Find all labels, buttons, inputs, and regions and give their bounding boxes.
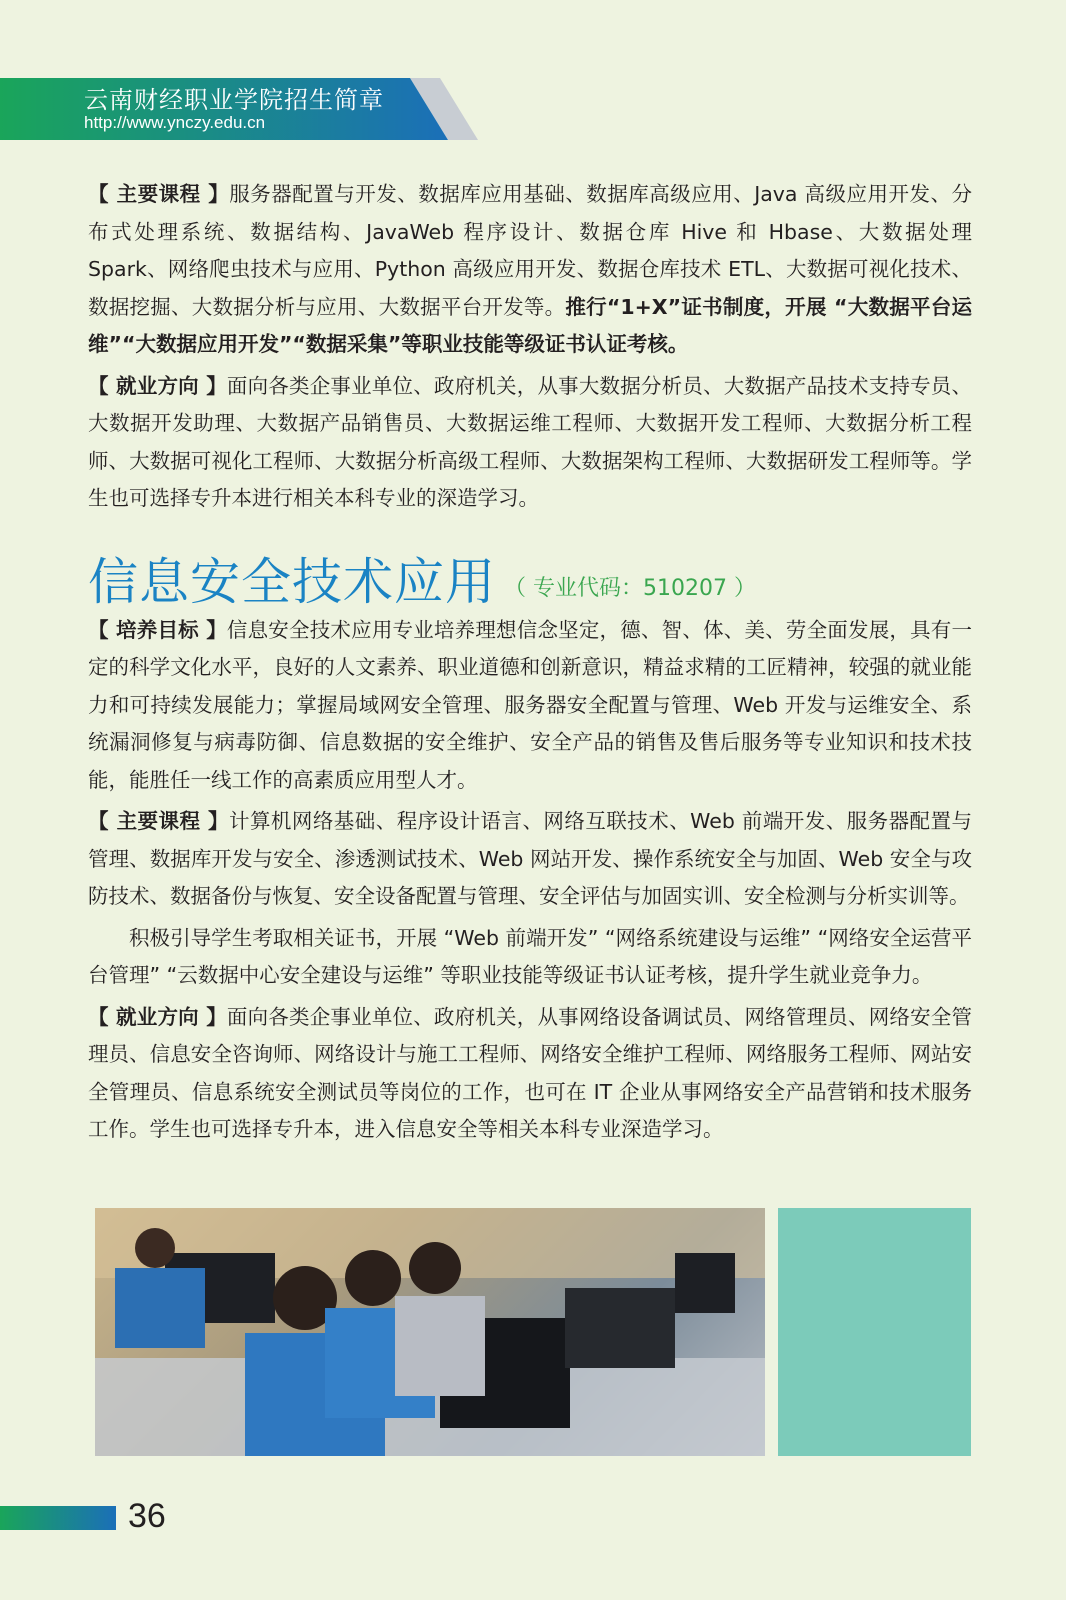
paragraph-text: 信息安全技术应用专业培养理想信念坚定，德、智、体、美、劳全面发展，具有一定的科学文化水平，良好的人文素养、职业道德和创新意识，精益求精的工匠精神，较强的就业能力和可持续发展能力；掌握局域网安全管理、服务器安全配置与管理、Web 开发与运维安全、系统漏洞修复与病毒防御、信息数据的安全维护、安全产品的销售及售后服务等专业知识和技术技能，能胜任一线工作的高素质应用型人才。 bbox=[88, 617, 973, 792]
decorative-teal-block bbox=[778, 1208, 971, 1456]
header-title: 云南财经职业学院招生简章 bbox=[84, 86, 384, 114]
section-label: 【 主要课程 】 bbox=[88, 809, 229, 833]
major-title: 信息安全技术应用 bbox=[88, 552, 496, 611]
header-url[interactable]: http://www.ynczy.edu.cn bbox=[84, 113, 266, 132]
classroom-photo bbox=[95, 1208, 765, 1456]
paragraph-text: 服务器配置与开发、数据库应用基础、数据库高级应用、Java 高级应用开发、分布式处理系统、数据结构、JavaWeb 程序设计、数据仓库 Hive 和 Hbase、大数据处理 Spark、网络爬虫技术与应用、Python 高级应用开发、数据仓库技术 ETL、大数据可视化技术、数据挖掘、大数据分析与应用、大数据平台开发等。 bbox=[88, 182, 972, 319]
paragraph-text: 计算机网络基础、程序设计语言、网络互联技术、Web 前端开发、服务器配置与管理、数据库开发与安全、渗透测试技术、Web 网站开发、操作系统安全与加固、Web 安全与攻防技术、数据备份与恢复、安全设备配置与管理、安全评估与加固实训、安全检测与分析实训等。 bbox=[88, 809, 972, 908]
section-label: 【 主要课程 】 bbox=[88, 182, 230, 206]
infosec-certificates: 积极引导学生考取相关证书，开展 “Web 前端开发” “网络系统建设与运维” “网络安全运营平台管理” “云数据中心安全建设与运维” 等职业技能等级证书认证考核，提升学生就业竞争力。 bbox=[88, 925, 972, 987]
paragraph-text: 面向各类企事业单位、政府机关，从事网络设备调试员、网络管理员、网络安全管理员、信息安全咨询师、网络设计与施工工程师、网络安全维护工程师、网络服务工程师、网站安全管理员、信息系统安全测试员等岗位的工作，也可在 IT 企业从事网络安全产品营销和技术服务工作。学生也可选择专升本，进入信息安全等相关本科专业深造学习。 bbox=[88, 1004, 973, 1141]
section-label: 【 培养目标 】 bbox=[88, 617, 227, 642]
infosec-employment bbox=[88, 999, 972, 1149]
section-label: 【 就业方向 】 bbox=[88, 373, 227, 398]
main-content bbox=[88, 176, 972, 1153]
footer-bar bbox=[0, 1506, 116, 1530]
bigdata-employment bbox=[88, 368, 972, 518]
paragraph-bold-text: 推行“1+X”证书制度，开展 “大数据平台运维”“大数据应用开发”“数据采集”等职业技能等级证书认证考核。 bbox=[88, 294, 972, 356]
paragraph-text: 面向各类企事业单位、政府机关，从事大数据分析员、大数据产品技术支持专员、大数据开发助理、大数据产品销售员、大数据运维工程师、大数据开发工程师、大数据分析工程师、大数据可视化工程师、大数据分析高级工程师、大数据架构工程师、大数据研发工程师等。学生也可选择专升本进行相关本科专业的深造学习。 bbox=[88, 373, 973, 510]
bigdata-courses bbox=[88, 176, 972, 364]
section-label: 【 就业方向 】 bbox=[88, 1004, 227, 1029]
page-number: 36 bbox=[128, 1497, 166, 1535]
major-heading bbox=[88, 552, 972, 612]
major-code: （ 专业代码：510207 ） bbox=[504, 575, 756, 601]
infosec-goal bbox=[88, 612, 972, 800]
photo-row bbox=[95, 1208, 971, 1456]
infosec-courses bbox=[88, 803, 972, 916]
